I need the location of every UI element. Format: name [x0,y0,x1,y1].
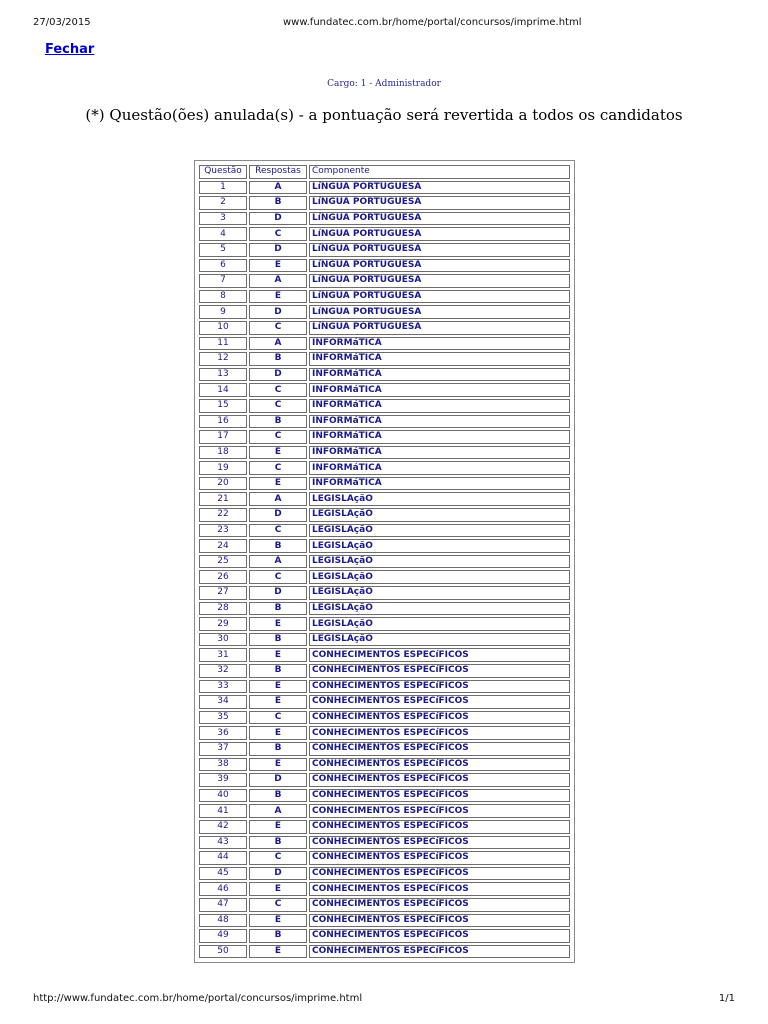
question-number: 20 [199,477,247,491]
component-name: CONHECIMENTOS ESPECíFICOS [309,836,570,850]
table-row [199,524,570,538]
table-row [199,399,570,413]
question-number: 4 [199,227,247,241]
table-row [199,446,570,460]
question-number: 15 [199,399,247,413]
question-number: 46 [199,882,247,896]
question-number: 13 [199,368,247,382]
component-name: CONHECIMENTOS ESPECíFICOS [309,882,570,896]
answer-letter: B [249,633,307,647]
question-number: 41 [199,804,247,818]
cargo-label: Cargo: 1 - Administrador [327,79,441,89]
answer-letter: E [249,695,307,709]
print-url-header: www.fundatec.com.br/home/portal/concursos/imprime.html [283,17,582,28]
header-respostas: Respostas [249,165,307,179]
component-name: INFORMáTICA [309,415,570,429]
component-name: CONHECIMENTOS ESPECíFICOS [309,726,570,740]
question-number: 8 [199,290,247,304]
answer-letter: E [249,477,307,491]
answer-letter: E [249,820,307,834]
component-name: LíNGUA PORTUGUESA [309,321,570,335]
answer-letter: E [249,882,307,896]
answer-letter: D [249,368,307,382]
component-name: CONHECIMENTOS ESPECíFICOS [309,789,570,803]
answer-letter: A [249,274,307,288]
answer-letter: E [249,259,307,273]
question-number: 42 [199,820,247,834]
table-row [199,851,570,865]
question-number: 16 [199,415,247,429]
answer-letter: C [249,524,307,538]
question-number: 23 [199,524,247,538]
question-number: 28 [199,602,247,616]
answer-letter: B [249,602,307,616]
component-name: LíNGUA PORTUGUESA [309,243,570,257]
table-row [199,492,570,506]
question-number: 3 [199,212,247,226]
question-number: 31 [199,648,247,662]
question-number: 33 [199,680,247,694]
table-row [199,305,570,319]
close-link[interactable]: Fechar [45,42,95,57]
answer-letter: B [249,742,307,756]
answer-letter: B [249,196,307,210]
question-number: 5 [199,243,247,257]
table-row [199,227,570,241]
answer-letter: E [249,290,307,304]
question-number: 6 [199,259,247,273]
component-name: LíNGUA PORTUGUESA [309,259,570,273]
component-name: INFORMáTICA [309,430,570,444]
question-number: 12 [199,352,247,366]
print-url-footer: http://www.fundatec.com.br/home/portal/concursos/imprime.html [33,993,363,1004]
table-row [199,882,570,896]
question-number: 32 [199,664,247,678]
table-row [199,758,570,772]
table-row [199,680,570,694]
question-number: 9 [199,305,247,319]
component-name: INFORMáTICA [309,446,570,460]
table-row [199,570,570,584]
answer-letter: C [249,430,307,444]
answer-letter: C [249,711,307,725]
question-number: 34 [199,695,247,709]
component-name: INFORMáTICA [309,352,570,366]
component-name: CONHECIMENTOS ESPECíFICOS [309,742,570,756]
answer-letter: E [249,758,307,772]
component-name: LíNGUA PORTUGUESA [309,212,570,226]
table-row [199,212,570,226]
component-name: LEGISLAçãO [309,617,570,631]
component-name: CONHECIMENTOS ESPECíFICOS [309,680,570,694]
component-name: LEGISLAçãO [309,492,570,506]
table-row [199,914,570,928]
answer-letter: A [249,492,307,506]
question-number: 50 [199,945,247,959]
answer-key-table-container [194,160,575,963]
question-number: 36 [199,726,247,740]
answer-letter: B [249,664,307,678]
question-number: 11 [199,337,247,351]
component-name: CONHECIMENTOS ESPECíFICOS [309,945,570,959]
answer-letter: B [249,415,307,429]
table-row [199,508,570,522]
component-name: LEGISLAçãO [309,570,570,584]
table-row [199,196,570,210]
component-name: LíNGUA PORTUGUESA [309,227,570,241]
table-row [199,321,570,335]
component-name: CONHECIMENTOS ESPECíFICOS [309,867,570,881]
component-name: CONHECIMENTOS ESPECíFICOS [309,695,570,709]
table-row [199,945,570,959]
table-row [199,430,570,444]
component-name: CONHECIMENTOS ESPECíFICOS [309,773,570,787]
question-number: 40 [199,789,247,803]
answer-letter: D [249,243,307,257]
component-name: CONHECIMENTOS ESPECíFICOS [309,758,570,772]
annulled-notice: (*) Questão(ões) anulada(s) - a pontuação será revertida a todos os candidatos [85,106,683,124]
table-row [199,617,570,631]
table-row [199,337,570,351]
answer-letter: D [249,508,307,522]
table-row [199,259,570,273]
table-row [199,695,570,709]
question-number: 24 [199,539,247,553]
table-row [199,274,570,288]
answer-letter: A [249,555,307,569]
question-number: 49 [199,929,247,943]
question-number: 30 [199,633,247,647]
table-row [199,742,570,756]
table-row [199,539,570,553]
answer-letter: E [249,726,307,740]
component-name: INFORMáTICA [309,337,570,351]
table-row [199,586,570,600]
table-row [199,773,570,787]
table-row [199,477,570,491]
question-number: 29 [199,617,247,631]
question-number: 37 [199,742,247,756]
answer-letter: C [249,851,307,865]
answer-letter: C [249,461,307,475]
component-name: LEGISLAçãO [309,539,570,553]
question-number: 48 [199,914,247,928]
header-componente: Componente [309,165,570,179]
component-name: CONHECIMENTOS ESPECíFICOS [309,914,570,928]
table-row [199,181,570,195]
answer-letter: D [249,586,307,600]
component-name: LíNGUA PORTUGUESA [309,274,570,288]
component-name: CONHECIMENTOS ESPECíFICOS [309,648,570,662]
question-number: 26 [199,570,247,584]
answer-letter: A [249,804,307,818]
answer-letter: E [249,648,307,662]
answer-letter: D [249,212,307,226]
question-number: 17 [199,430,247,444]
component-name: CONHECIMENTOS ESPECíFICOS [309,820,570,834]
question-number: 27 [199,586,247,600]
question-number: 10 [199,321,247,335]
component-name: INFORMáTICA [309,399,570,413]
question-number: 43 [199,836,247,850]
table-row [199,929,570,943]
table-row [199,633,570,647]
table-header-row [199,165,570,179]
component-name: LíNGUA PORTUGUESA [309,181,570,195]
question-number: 25 [199,555,247,569]
component-name: LíNGUA PORTUGUESA [309,196,570,210]
table-row [199,789,570,803]
component-name: CONHECIMENTOS ESPECíFICOS [309,711,570,725]
answer-letter: A [249,181,307,195]
question-number: 1 [199,181,247,195]
answer-letter: B [249,929,307,943]
answer-letter: C [249,898,307,912]
component-name: LEGISLAçãO [309,555,570,569]
component-name: INFORMáTICA [309,477,570,491]
table-row [199,726,570,740]
table-row [199,836,570,850]
question-number: 38 [199,758,247,772]
answer-letter: B [249,789,307,803]
table-row [199,664,570,678]
table-row [199,352,570,366]
table-row [199,243,570,257]
print-page-number: 1/1 [718,993,735,1004]
answer-key-table [197,163,572,960]
table-row [199,383,570,397]
answer-letter: B [249,352,307,366]
question-number: 44 [199,851,247,865]
answer-letter: E [249,680,307,694]
table-row [199,290,570,304]
component-name: LEGISLAçãO [309,524,570,538]
answer-letter: C [249,570,307,584]
table-row [199,602,570,616]
answer-letter: D [249,305,307,319]
answer-letter: E [249,446,307,460]
table-row [199,415,570,429]
table-row [199,648,570,662]
question-number: 19 [199,461,247,475]
question-number: 35 [199,711,247,725]
component-name: LEGISLAçãO [309,602,570,616]
table-row [199,368,570,382]
answer-letter: B [249,539,307,553]
question-number: 14 [199,383,247,397]
question-number: 21 [199,492,247,506]
component-name: CONHECIMENTOS ESPECíFICOS [309,851,570,865]
answer-letter: C [249,321,307,335]
component-name: LEGISLAçãO [309,633,570,647]
answer-letter: C [249,399,307,413]
table-row [199,555,570,569]
table-row [199,867,570,881]
component-name: CONHECIMENTOS ESPECíFICOS [309,929,570,943]
component-name: INFORMáTICA [309,383,570,397]
table-row [199,461,570,475]
answer-letter: E [249,945,307,959]
table-row [199,804,570,818]
component-name: CONHECIMENTOS ESPECíFICOS [309,664,570,678]
answer-letter: D [249,773,307,787]
answer-letter: C [249,227,307,241]
component-name: INFORMáTICA [309,461,570,475]
question-number: 39 [199,773,247,787]
answer-letter: E [249,617,307,631]
answer-letter: B [249,836,307,850]
answer-letter: A [249,337,307,351]
table-row [199,820,570,834]
question-number: 7 [199,274,247,288]
component-name: CONHECIMENTOS ESPECíFICOS [309,898,570,912]
print-date: 27/03/2015 [33,17,91,28]
table-row [199,898,570,912]
component-name: INFORMáTICA [309,368,570,382]
component-name: LEGISLAçãO [309,508,570,522]
answer-letter: E [249,914,307,928]
question-number: 2 [199,196,247,210]
component-name: LíNGUA PORTUGUESA [309,290,570,304]
component-name: LíNGUA PORTUGUESA [309,305,570,319]
question-number: 45 [199,867,247,881]
component-name: CONHECIMENTOS ESPECíFICOS [309,804,570,818]
table-row [199,711,570,725]
header-questao: Questão [199,165,247,179]
question-number: 22 [199,508,247,522]
question-number: 18 [199,446,247,460]
question-number: 47 [199,898,247,912]
component-name: LEGISLAçãO [309,586,570,600]
answer-letter: D [249,867,307,881]
answer-rows [199,181,570,959]
answer-letter: C [249,383,307,397]
